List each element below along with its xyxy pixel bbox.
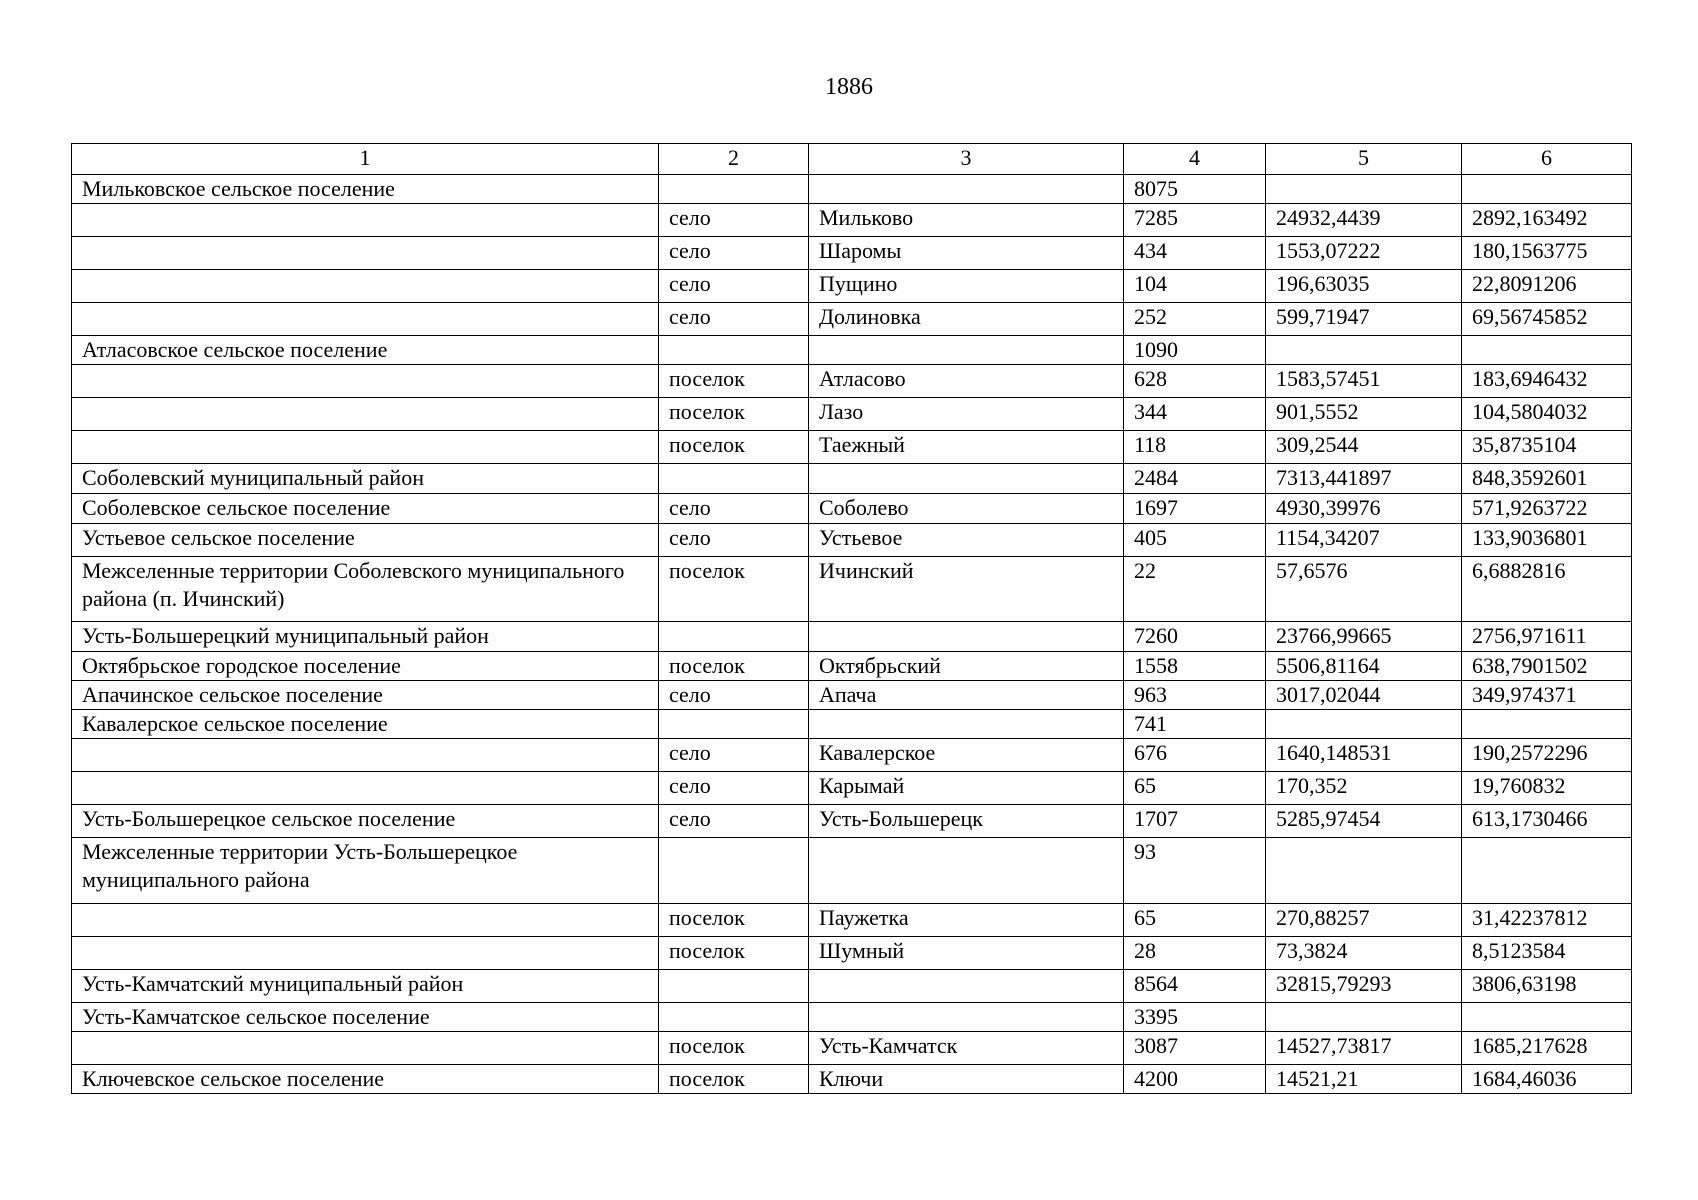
- territory-cell: [72, 937, 659, 970]
- value-6-cell: 3806,63198: [1462, 970, 1632, 1003]
- type-cell: [659, 970, 809, 1003]
- population-cell: 8075: [1124, 175, 1266, 204]
- type-cell: поселок: [659, 431, 809, 464]
- type-cell: поселок: [659, 652, 809, 681]
- population-cell: 3087: [1124, 1032, 1266, 1065]
- population-cell: 22: [1124, 557, 1266, 622]
- settlement-cell: Таежный: [809, 431, 1124, 464]
- population-cell: 4200: [1124, 1065, 1266, 1094]
- value-5-cell: 5506,81164: [1266, 652, 1462, 681]
- table-row: [72, 652, 1632, 681]
- table-row: [72, 838, 1632, 904]
- territory-cell: [72, 270, 659, 303]
- settlement-cell: [809, 622, 1124, 652]
- value-6-cell: 69,56745852: [1462, 303, 1632, 336]
- population-cell: 676: [1124, 739, 1266, 772]
- type-cell: село: [659, 772, 809, 805]
- table-row: [72, 303, 1632, 336]
- territory-cell: Апачинское сельское поселение: [72, 681, 659, 710]
- population-cell: 7285: [1124, 204, 1266, 237]
- table-row: [72, 398, 1632, 431]
- table-row: [72, 494, 1632, 524]
- territory-cell: Кавалерское сельское поселение: [72, 710, 659, 739]
- value-6-cell: 35,8735104: [1462, 431, 1632, 464]
- value-5-cell: 901,5552: [1266, 398, 1462, 431]
- value-5-cell: 1640,148531: [1266, 739, 1462, 772]
- type-cell: село: [659, 805, 809, 838]
- column-header-2: 2: [659, 144, 809, 175]
- population-cell: 104: [1124, 270, 1266, 303]
- population-cell: 1707: [1124, 805, 1266, 838]
- value-6-cell: [1462, 336, 1632, 365]
- table-row: [72, 557, 1632, 622]
- table-row: [72, 681, 1632, 710]
- type-cell: село: [659, 204, 809, 237]
- territory-cell: Октябрьское городское поселение: [72, 652, 659, 681]
- type-cell: село: [659, 303, 809, 336]
- settlement-cell: Апача: [809, 681, 1124, 710]
- territory-cell: Соболевский муниципальный район: [72, 464, 659, 494]
- settlement-cell: Пущино: [809, 270, 1124, 303]
- settlement-cell: Долиновка: [809, 303, 1124, 336]
- value-5-cell: 73,3824: [1266, 937, 1462, 970]
- column-header-4: 4: [1124, 144, 1266, 175]
- value-5-cell: [1266, 336, 1462, 365]
- value-5-cell: 14527,73817: [1266, 1032, 1462, 1065]
- table-row: [72, 937, 1632, 970]
- table-row: [72, 622, 1632, 652]
- population-cell: 434: [1124, 237, 1266, 270]
- data-table: [71, 143, 1632, 1094]
- value-6-cell: [1462, 175, 1632, 204]
- table-row: [72, 805, 1632, 838]
- type-cell: поселок: [659, 1065, 809, 1094]
- value-5-cell: 599,71947: [1266, 303, 1462, 336]
- table-row: [72, 431, 1632, 464]
- population-cell: 3395: [1124, 1003, 1266, 1032]
- territory-cell: [72, 398, 659, 431]
- territory-cell: Соболевское сельское поселение: [72, 494, 659, 524]
- type-cell: село: [659, 739, 809, 772]
- settlement-cell: Шаромы: [809, 237, 1124, 270]
- settlement-cell: Соболево: [809, 494, 1124, 524]
- value-5-cell: 1583,57451: [1266, 365, 1462, 398]
- value-6-cell: 1685,217628: [1462, 1032, 1632, 1065]
- value-6-cell: 190,2572296: [1462, 739, 1632, 772]
- value-6-cell: 349,974371: [1462, 681, 1632, 710]
- value-5-cell: 14521,21: [1266, 1065, 1462, 1094]
- value-5-cell: 270,88257: [1266, 904, 1462, 937]
- settlement-cell: Шумный: [809, 937, 1124, 970]
- settlement-cell: Лазо: [809, 398, 1124, 431]
- territory-cell: Устьевое сельское поселение: [72, 524, 659, 557]
- population-cell: 963: [1124, 681, 1266, 710]
- table-row: [72, 175, 1632, 204]
- settlement-cell: [809, 970, 1124, 1003]
- territory-cell: [72, 237, 659, 270]
- value-6-cell: 8,5123584: [1462, 937, 1632, 970]
- settlement-cell: Усть-Камчатск: [809, 1032, 1124, 1065]
- value-6-cell: [1462, 710, 1632, 739]
- type-cell: поселок: [659, 365, 809, 398]
- territory-cell: [72, 904, 659, 937]
- type-cell: [659, 336, 809, 365]
- column-header-3: 3: [809, 144, 1124, 175]
- value-5-cell: [1266, 1003, 1462, 1032]
- value-6-cell: 638,7901502: [1462, 652, 1632, 681]
- table-row: [72, 336, 1632, 365]
- value-6-cell: 31,42237812: [1462, 904, 1632, 937]
- population-cell: 28: [1124, 937, 1266, 970]
- type-cell: поселок: [659, 1032, 809, 1065]
- type-cell: [659, 838, 809, 904]
- type-cell: [659, 710, 809, 739]
- territory-cell: [72, 365, 659, 398]
- table-row: [72, 270, 1632, 303]
- settlement-cell: Атласово: [809, 365, 1124, 398]
- value-6-cell: 19,760832: [1462, 772, 1632, 805]
- value-5-cell: 1553,07222: [1266, 237, 1462, 270]
- value-5-cell: 309,2544: [1266, 431, 1462, 464]
- settlement-cell: Карымай: [809, 772, 1124, 805]
- value-5-cell: 3017,02044: [1266, 681, 1462, 710]
- value-6-cell: 180,1563775: [1462, 237, 1632, 270]
- value-6-cell: 571,9263722: [1462, 494, 1632, 524]
- territory-cell: Мильковское сельское поселение: [72, 175, 659, 204]
- value-5-cell: 5285,97454: [1266, 805, 1462, 838]
- population-cell: 1558: [1124, 652, 1266, 681]
- population-cell: 7260: [1124, 622, 1266, 652]
- type-cell: поселок: [659, 398, 809, 431]
- settlement-cell: Кавалерское: [809, 739, 1124, 772]
- value-6-cell: [1462, 838, 1632, 904]
- territory-cell: Усть-Камчатский муниципальный район: [72, 970, 659, 1003]
- table-row: [72, 1065, 1632, 1094]
- population-cell: 1090: [1124, 336, 1266, 365]
- table-row: [72, 970, 1632, 1003]
- table-row: [72, 772, 1632, 805]
- population-cell: 741: [1124, 710, 1266, 739]
- territory-cell: Усть-Большерецкое сельское поселение: [72, 805, 659, 838]
- type-cell: поселок: [659, 904, 809, 937]
- territory-cell: [72, 772, 659, 805]
- table-body: [72, 175, 1632, 1094]
- value-5-cell: [1266, 175, 1462, 204]
- population-cell: 65: [1124, 772, 1266, 805]
- population-cell: 1697: [1124, 494, 1266, 524]
- value-6-cell: 104,5804032: [1462, 398, 1632, 431]
- population-cell: 405: [1124, 524, 1266, 557]
- table-row: [72, 710, 1632, 739]
- population-cell: 2484: [1124, 464, 1266, 494]
- value-6-cell: 6,6882816: [1462, 557, 1632, 622]
- territory-cell: Усть-Большерецкий муниципальный район: [72, 622, 659, 652]
- population-cell: 93: [1124, 838, 1266, 904]
- value-5-cell: 23766,99665: [1266, 622, 1462, 652]
- population-cell: 65: [1124, 904, 1266, 937]
- population-cell: 628: [1124, 365, 1266, 398]
- settlement-cell: Мильково: [809, 204, 1124, 237]
- territory-cell: [72, 303, 659, 336]
- territory-cell: [72, 1032, 659, 1065]
- population-cell: 252: [1124, 303, 1266, 336]
- value-5-cell: 196,63035: [1266, 270, 1462, 303]
- settlement-cell: [809, 838, 1124, 904]
- table-row: [72, 204, 1632, 237]
- type-cell: [659, 622, 809, 652]
- header-row: [72, 144, 1632, 175]
- column-header-6: 6: [1462, 144, 1632, 175]
- table-row: [72, 365, 1632, 398]
- settlement-cell: Ключи: [809, 1065, 1124, 1094]
- value-6-cell: 613,1730466: [1462, 805, 1632, 838]
- type-cell: поселок: [659, 937, 809, 970]
- population-cell: 344: [1124, 398, 1266, 431]
- settlement-cell: [809, 710, 1124, 739]
- value-6-cell: 2756,971611: [1462, 622, 1632, 652]
- value-5-cell: 7313,441897: [1266, 464, 1462, 494]
- type-cell: село: [659, 237, 809, 270]
- value-5-cell: [1266, 838, 1462, 904]
- population-cell: 8564: [1124, 970, 1266, 1003]
- value-6-cell: 2892,163492: [1462, 204, 1632, 237]
- settlement-cell: Октябрьский: [809, 652, 1124, 681]
- value-6-cell: 183,6946432: [1462, 365, 1632, 398]
- value-6-cell: 1684,46036: [1462, 1065, 1632, 1094]
- value-5-cell: 24932,4439: [1266, 204, 1462, 237]
- column-header-1: 1: [72, 144, 659, 175]
- table-row: [72, 904, 1632, 937]
- table-row: [72, 739, 1632, 772]
- value-5-cell: [1266, 710, 1462, 739]
- type-cell: село: [659, 270, 809, 303]
- table-row: [72, 1032, 1632, 1065]
- value-5-cell: 170,352: [1266, 772, 1462, 805]
- territory-cell: Межселенные территории Усть-Большерецкое муниципального района: [72, 838, 659, 904]
- settlement-cell: [809, 336, 1124, 365]
- table-row: [72, 1003, 1632, 1032]
- territory-cell: [72, 204, 659, 237]
- territory-cell: Усть-Камчатское сельское поселение: [72, 1003, 659, 1032]
- table-row: [72, 464, 1632, 494]
- settlement-cell: [809, 175, 1124, 204]
- territory-cell: [72, 431, 659, 464]
- population-cell: 118: [1124, 431, 1266, 464]
- settlement-cell: [809, 464, 1124, 494]
- territory-cell: Атласовское сельское поселение: [72, 336, 659, 365]
- territory-cell: [72, 739, 659, 772]
- type-cell: село: [659, 681, 809, 710]
- value-5-cell: 57,6576: [1266, 557, 1462, 622]
- column-header-5: 5: [1266, 144, 1462, 175]
- settlement-cell: Ичинский: [809, 557, 1124, 622]
- value-6-cell: [1462, 1003, 1632, 1032]
- type-cell: село: [659, 494, 809, 524]
- table-row: [72, 524, 1632, 557]
- type-cell: поселок: [659, 557, 809, 622]
- territory-cell: Ключевское сельское поселение: [72, 1065, 659, 1094]
- settlement-cell: Паужетка: [809, 904, 1124, 937]
- value-5-cell: 1154,34207: [1266, 524, 1462, 557]
- value-5-cell: 4930,39976: [1266, 494, 1462, 524]
- type-cell: село: [659, 524, 809, 557]
- type-cell: [659, 1003, 809, 1032]
- settlement-cell: Усть-Большерецк: [809, 805, 1124, 838]
- type-cell: [659, 464, 809, 494]
- value-6-cell: 22,8091206: [1462, 270, 1632, 303]
- page-number: 1886: [825, 74, 873, 100]
- table-row: [72, 237, 1632, 270]
- type-cell: [659, 175, 809, 204]
- value-6-cell: 848,3592601: [1462, 464, 1632, 494]
- value-6-cell: 133,9036801: [1462, 524, 1632, 557]
- value-5-cell: 32815,79293: [1266, 970, 1462, 1003]
- territory-cell: Межселенные территории Соболевского муниципального района (п. Ичинский): [72, 557, 659, 622]
- settlement-cell: Устьевое: [809, 524, 1124, 557]
- settlement-cell: [809, 1003, 1124, 1032]
